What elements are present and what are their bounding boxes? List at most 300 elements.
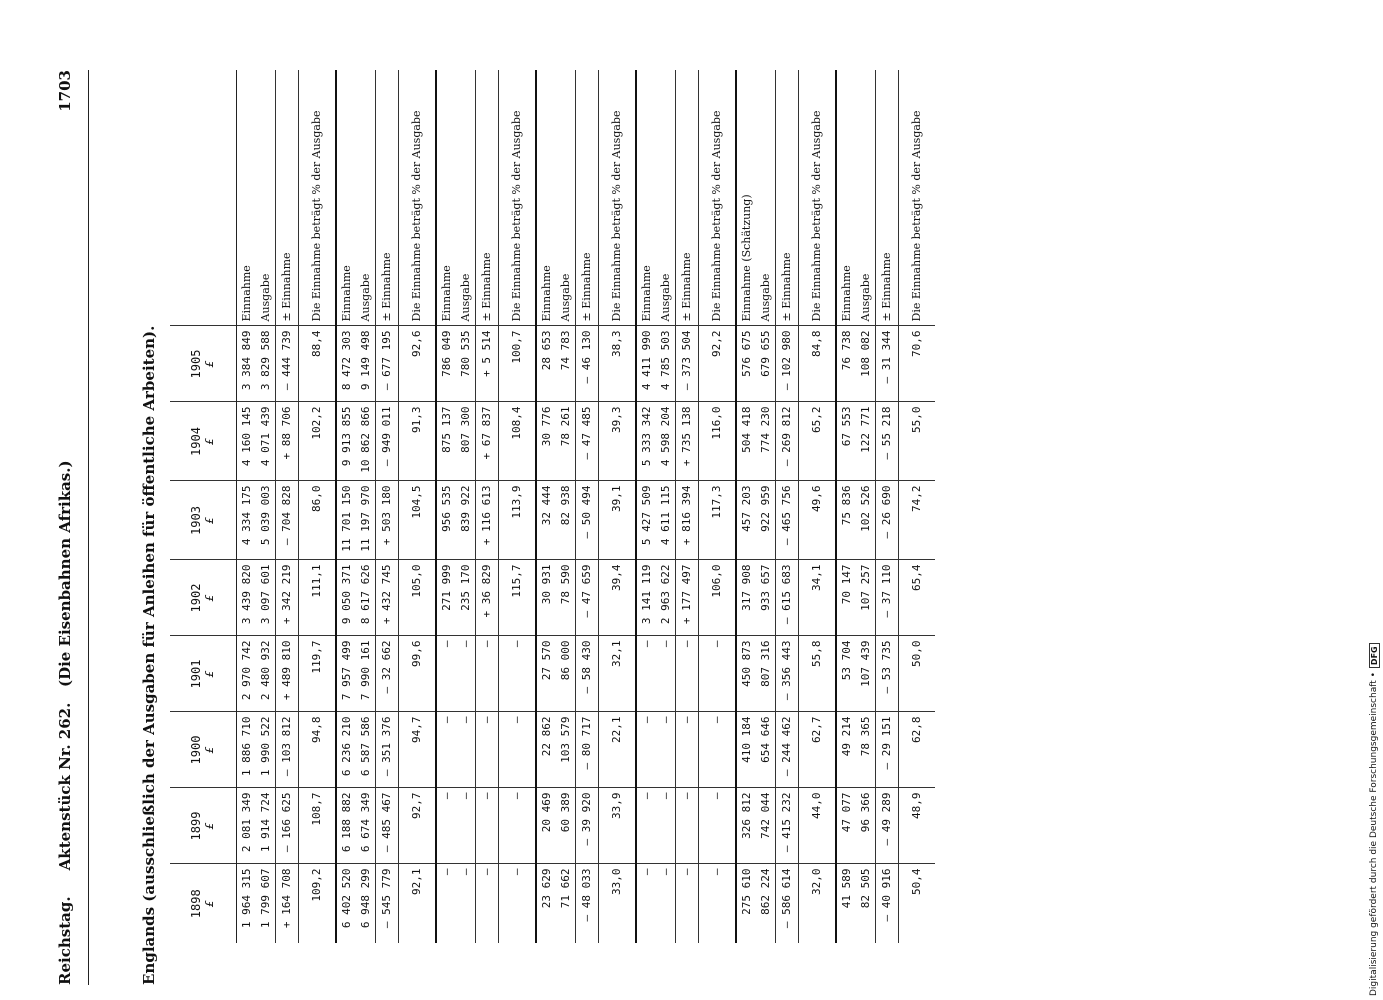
table-cell: 2 480 932 [256,636,276,712]
table-cell: 33,9 [598,788,636,864]
table-cell: 82 938 [556,481,576,560]
table-cell: — 586 614 [775,864,798,943]
row-label: ± Einnahme [775,70,798,326]
table-cell: 9 913 855 [336,402,356,481]
table-row [836,70,856,943]
currency-label: £ [203,360,217,368]
table-cell: — [675,712,698,788]
row-label: ± Einnahme [575,70,598,326]
table-cell: 3 097 601 [256,560,276,636]
table-cell: — 269 812 [775,402,798,481]
table-cell: 91,3 [398,402,436,481]
table-cell: 74 783 [556,326,576,402]
table-cell: — 29 151 [875,712,898,788]
table-cell: 9 149 498 [356,326,376,402]
table-cell: 44,0 [798,788,836,864]
table-row [856,70,876,943]
table-cell: — [498,712,536,788]
table-cell: — 444 739 [275,326,298,402]
table-row [875,70,898,943]
table-cell: 780 535 [456,326,476,402]
table-cell: — [498,636,536,712]
table-cell: 33,0 [598,864,636,943]
table-cell: 49,6 [798,481,836,560]
table-cell: 4 160 145 [236,402,256,481]
table-cell: 235 170 [456,560,476,636]
year-label: 1900 [189,735,204,765]
table-cell: 786 049 [436,326,456,402]
table-cell: — [498,788,536,864]
table-cell: — 415 232 [775,788,798,864]
table-cell: 9 050 371 [336,560,356,636]
year-header [170,560,236,636]
table-cell: 3 141 119 [636,560,656,636]
table-cell: 875 137 [436,402,456,481]
table-cell: 74,2 [898,481,935,560]
table-cell: 96 366 [856,788,876,864]
table-cell: — [656,788,676,864]
table-row [756,70,776,943]
table-cell: 62,7 [798,712,836,788]
row-label: Einnahme [439,265,453,322]
row-label: Ausgabe [256,70,276,326]
table-cell: 3 829 588 [256,326,276,402]
table-cell: + 489 810 [275,636,298,712]
table-cell: 102,2 [298,402,336,481]
table-cell: + 67 837 [475,402,498,481]
table-cell: 4 334 175 [236,481,256,560]
table-cell: 275 610 [736,864,756,943]
row-label: Ausgabe [356,70,376,326]
table-cell: 22 862 [536,712,556,788]
row-label: Die Einnahme beträgt % der Ausgabe [298,70,336,326]
table-cell: 5 333 342 [636,402,656,481]
table-cell: 113,9 [498,481,536,560]
table-cell: 34,1 [798,560,836,636]
table-cell: + 5 514 [475,326,498,402]
row-label: Die Einnahme beträgt % der Ausgabe [798,70,836,326]
dfg-note-text: Digitalisierung gefördert durch die Deutsche Forschungsgemeinschaft • [1369,672,1379,996]
table-cell: 55,8 [798,636,836,712]
row-label: ± Einnahme [475,70,498,326]
table-cell: 50,4 [898,864,935,943]
currency-label: £ [203,670,217,678]
table-cell: 20 469 [536,788,556,864]
table-cell: 94,7 [398,712,436,788]
table-cell: 47 077 [836,788,856,864]
table-cell: — [498,864,536,943]
table-cell: — [475,712,498,788]
table-cell: 23 629 [536,864,556,943]
table-cell: — 244 462 [775,712,798,788]
table-cell: — 545 779 [375,864,398,943]
table-cell: — 102 980 [775,326,798,402]
row-label: Einnahme [839,265,853,322]
year-header [170,712,236,788]
table-cell: 82 505 [856,864,876,943]
row-label: Ausgabe [656,70,676,326]
year-header-row [170,70,236,943]
currency-label: £ [203,746,217,754]
label-header [170,70,236,326]
table-cell: — 485 467 [375,788,398,864]
table-cell: 108,4 [498,402,536,481]
table-row [275,70,298,943]
table-cell: — 50 494 [575,481,598,560]
table-cell: 7 957 499 [336,636,356,712]
table-cell: 317 908 [736,560,756,636]
table-cell: 654 646 [756,712,776,788]
year-label: 1902 [189,583,204,613]
page-header [50,70,80,985]
row-label: Die Einnahme beträgt % der Ausgabe [598,70,636,326]
table-row [798,70,836,943]
table-row [456,70,476,943]
table-cell: — [698,788,736,864]
table-cell: — [656,712,676,788]
table-cell: 2 963 622 [656,560,676,636]
table-cell: 457 203 [736,481,756,560]
table-row [436,70,456,943]
table-cell: 4 785 503 [656,326,676,402]
table-cell: — 166 625 [275,788,298,864]
table-row [556,70,576,943]
year-label: 1904 [189,427,204,456]
rotated-page [50,70,1050,985]
table-cell: — [675,636,698,712]
table-row [298,70,336,943]
table-cell: 11 197 970 [356,481,376,560]
table-cell: 65,2 [798,402,836,481]
table-cell: — [456,636,476,712]
table-cell: 105,0 [398,560,436,636]
table-cell: 27 570 [536,636,556,712]
table-cell: 75 836 [836,481,856,560]
table-cell: — [698,864,736,943]
table-cell: 807 316 [756,636,776,712]
table-cell: 3 439 820 [236,560,256,636]
table-cell: 53 704 [836,636,856,712]
table-cell: — [636,636,656,712]
table-cell: 8 617 626 [356,560,376,636]
table-cell: 8 472 303 [336,326,356,402]
table-row [775,70,798,943]
page-number: 1703 [56,70,74,112]
table-cell: — 40 916 [875,864,898,943]
table-cell: 5 427 509 [636,481,656,560]
table-cell: 839 922 [456,481,476,560]
year-header [170,636,236,712]
table-cell: — 47 659 [575,560,598,636]
table-cell: — 32 662 [375,636,398,712]
table-cell: — 615 683 [775,560,798,636]
table-cell: — 351 376 [375,712,398,788]
table-cell: — [436,636,456,712]
table-cell: 742 044 [756,788,776,864]
table-cell: 6 188 882 [336,788,356,864]
table-row [675,70,698,943]
table-cell: 679 655 [756,326,776,402]
row-label: Die Einnahme beträgt % der Ausgabe [910,110,923,322]
row-label: Einnahme [639,265,653,322]
table-cell: — [636,864,656,943]
table-cell: — [636,788,656,864]
table-cell: 49 214 [836,712,856,788]
year-label: 1903 [189,506,204,535]
table-cell: 92,6 [398,326,436,402]
table-cell: + 432 745 [375,560,398,636]
table-cell: — 704 828 [275,481,298,560]
table-row [598,70,636,943]
table-cell: 102 526 [856,481,876,560]
table-cell: 122 771 [856,402,876,481]
table-cell: + 503 180 [375,481,398,560]
table-row [256,70,276,943]
table-cell: 94,8 [298,712,336,788]
table-cell: — 53 735 [875,636,898,712]
table-body [236,70,935,943]
table-cell: — 39 920 [575,788,598,864]
revenue-table [170,70,935,943]
table-cell: 774 230 [756,402,776,481]
row-label: Einnahme [339,265,353,322]
table-cell: — 49 289 [875,788,898,864]
table-cell: 48,9 [898,788,935,864]
dfg-note [1362,6,1383,996]
row-label: Ausgabe [556,70,576,326]
table-cell: 4 611 115 [656,481,676,560]
table-cell: 1 964 315 [236,864,256,943]
year-header [170,788,236,864]
table-cell: 55,0 [898,402,935,481]
table-cell: 1 799 607 [256,864,276,943]
table-row [375,70,398,943]
table-row [698,70,736,943]
table-cell: 39,1 [598,481,636,560]
table-cell: 922 959 [756,481,776,560]
table-cell: 104,5 [398,481,436,560]
table-cell: — [456,864,476,943]
table-cell: 6 948 299 [356,864,376,943]
table-cell: — [698,712,736,788]
table-row [498,70,536,943]
table-cell: 39,3 [598,402,636,481]
table-row [336,70,356,943]
table-cell: 115,7 [498,560,536,636]
table-cell: 32 444 [536,481,556,560]
table-cell: 103 579 [556,712,576,788]
table-cell: 109,2 [298,864,336,943]
currency-label: £ [203,517,217,524]
table-cell: — [436,788,456,864]
table-cell: 39,4 [598,560,636,636]
table-cell: 6 674 349 [356,788,376,864]
table-cell: 108,7 [298,788,336,864]
table-row [575,70,598,943]
year-header [170,326,236,402]
table-cell: 1 886 710 [236,712,256,788]
currency-label: £ [203,438,217,445]
table-cell: — [656,636,676,712]
table-cell: 78 261 [556,402,576,481]
table-cell: — [436,712,456,788]
table-cell: 5 039 003 [256,481,276,560]
row-label: ± Einnahme [675,70,698,326]
table-cell: 6 402 520 [336,864,356,943]
table-cell: 10 862 866 [356,402,376,481]
year-label: 1899 [189,811,204,841]
year-header [170,402,236,481]
table-cell: + 36 829 [475,560,498,636]
table-row [656,70,676,943]
table-cell: 30 931 [536,560,556,636]
table-cell: 32,1 [598,636,636,712]
table-cell: 2 970 742 [236,636,256,712]
table-cell: — 58 430 [575,636,598,712]
table-cell: 86 000 [556,636,576,712]
table-cell: 70,6 [898,326,935,402]
table-cell: 86,0 [298,481,336,560]
table-cell: 78 365 [856,712,876,788]
row-label: Ausgabe [756,70,776,326]
table-cell: 38,3 [598,326,636,402]
table-cell: 450 873 [736,636,756,712]
year-label: 1898 [189,889,204,919]
table-row [236,70,256,943]
table-cell: 576 675 [736,326,756,402]
row-label: Die Einnahme beträgt % der Ausgabe [398,70,436,326]
table-cell: — [456,788,476,864]
table-cell: — [656,864,676,943]
currency-label: £ [203,900,217,908]
table-row [356,70,376,943]
table-cell: + 164 708 [275,864,298,943]
table-cell: 92,2 [698,326,736,402]
table-row [636,70,656,943]
table-cell: 84,8 [798,326,836,402]
table-cell: 862 224 [756,864,776,943]
table-cell: 956 535 [436,481,456,560]
table-cell: 71 662 [556,864,576,943]
table-cell: 7 990 161 [356,636,376,712]
table-cell: + 342 219 [275,560,298,636]
table-cell: 4 598 204 [656,402,676,481]
table-cell: — [456,712,476,788]
table-cell: — 31 344 [875,326,898,402]
table-cell: — 26 690 [875,481,898,560]
table-cell: 99,6 [398,636,436,712]
table-cell: — [436,864,456,943]
table-cell: 22,1 [598,712,636,788]
table-cell: 78 590 [556,560,576,636]
row-label: Einnahme [239,265,253,322]
table-cell: 4 411 990 [636,326,656,402]
table-cell: 108 082 [856,326,876,402]
table-cell: — [675,864,698,943]
table-cell: — 677 195 [375,326,398,402]
table-cell: 65,4 [898,560,935,636]
table-cell: 807 300 [456,402,476,481]
table-cell: — 37 110 [875,560,898,636]
year-header [170,864,236,943]
table-cell: 88,4 [298,326,336,402]
row-label: Die Einnahme beträgt % der Ausgabe [698,70,736,326]
row-label: Die Einnahme beträgt % der Ausgabe [498,70,536,326]
table-cell: 1 990 522 [256,712,276,788]
table-cell: 60 389 [556,788,576,864]
table-cell: 107 439 [856,636,876,712]
table-row [475,70,498,943]
row-label: ± Einnahme [875,70,898,326]
table-cell: — [698,636,736,712]
table-cell: — [636,712,656,788]
table-cell: — 47 485 [575,402,598,481]
table-cell: 6 587 586 [356,712,376,788]
table-cell: 504 418 [736,402,756,481]
year-header [170,481,236,560]
table-cell: 116,0 [698,402,736,481]
table-cell: — 356 443 [775,636,798,712]
table-cell: — 80 717 [575,712,598,788]
table-cell: 76 738 [836,326,856,402]
table-cell: — 949 011 [375,402,398,481]
year-label: 1905 [189,349,204,379]
year-label: 1901 [189,659,204,689]
table-cell: 50,0 [898,636,935,712]
table-cell: — [675,788,698,864]
table-cell: 70 147 [836,560,856,636]
table-cell: 62,8 [898,712,935,788]
table-cell: + 177 497 [675,560,698,636]
table-cell: — 373 504 [675,326,698,402]
row-label: Einnahme [539,265,553,322]
table-cell: + 735 138 [675,402,698,481]
table-cell: 30 776 [536,402,556,481]
table-cell: 11 701 150 [336,481,356,560]
table-cell: — [475,636,498,712]
table-cell: 92,1 [398,864,436,943]
row-label: ± Einnahme [375,70,398,326]
table-cell: 3 384 849 [236,326,256,402]
table-cell: 119,7 [298,636,336,712]
table-cell: + 116 613 [475,481,498,560]
table-cell: 1 914 724 [256,788,276,864]
table-cell: 67 553 [836,402,856,481]
row-label: ± Einnahme [275,70,298,326]
table-cell: 32,0 [798,864,836,943]
table-cell: 41 589 [836,864,856,943]
table-cell: — [475,788,498,864]
table-cell: — [475,864,498,943]
currency-label: £ [203,594,217,602]
table-cell: 28 653 [536,326,556,402]
table-cell: 107 257 [856,560,876,636]
table-cell: 92,7 [398,788,436,864]
table-cell: — 103 812 [275,712,298,788]
table-cell: 106,0 [698,560,736,636]
table-cell: + 88 706 [275,402,298,481]
row-label: Einnahme (Schätzung) [739,194,753,322]
table-cell: — 48 033 [575,864,598,943]
table-cell: 4 071 439 [256,402,276,481]
table-cell: 271 999 [436,560,456,636]
table-cell: 933 657 [756,560,776,636]
header-rule [88,70,89,985]
table-cell: 111,1 [298,560,336,636]
table-cell: + 816 394 [675,481,698,560]
table-cell: 100,7 [498,326,536,402]
table-cell: 2 081 349 [236,788,256,864]
